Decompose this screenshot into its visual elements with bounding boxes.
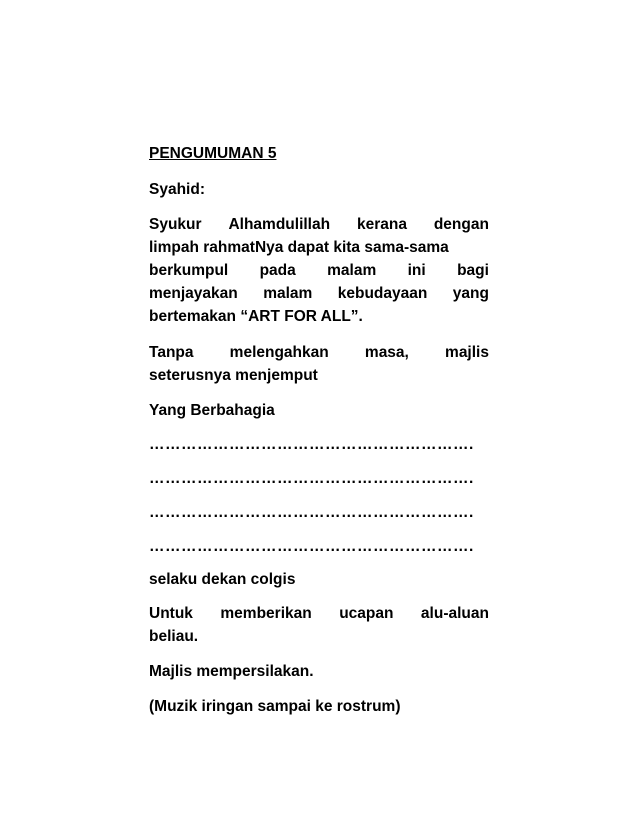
invitation-line: Majlis mempersilakan.: [149, 663, 314, 680]
dotted-blank: …………………………………………………….: [149, 504, 474, 521]
dotted-blank: …………………………………………………….: [149, 436, 474, 453]
word: dengan: [433, 216, 489, 233]
paragraph-1-line-1: [149, 215, 489, 235]
word: Alhamdulillah: [228, 216, 331, 233]
paragraph-1-line-5: bertemakan “ART FOR ALL”.: [149, 308, 363, 325]
paragraph-1-line-3: [149, 261, 489, 281]
word: masa,: [364, 344, 409, 361]
word: Untuk: [149, 605, 193, 622]
word: majlis: [445, 344, 489, 361]
blank-fill-line: [149, 537, 489, 557]
word: kebudayaan: [337, 285, 428, 302]
paragraph-2-line-2: seterusnya menjemput: [149, 367, 318, 384]
word: melengahkan: [229, 344, 329, 361]
word: berkumpul: [149, 262, 229, 279]
blank-fill-line: [149, 503, 489, 523]
word: yang: [452, 285, 489, 302]
stage-direction: (Muzik iringan sampai ke rostrum): [149, 698, 401, 715]
dotted-blank: …………………………………………………….: [149, 470, 474, 487]
paragraph-3-line-1: [149, 604, 489, 624]
word: malam: [263, 285, 313, 302]
paragraph-1-line-4: [149, 284, 489, 304]
paragraph-3-line-2: beliau.: [149, 628, 199, 645]
blank-fill-line: [149, 435, 489, 455]
word: ucapan: [339, 605, 394, 622]
document-heading: PENGUMUMAN 5: [149, 145, 277, 162]
word: kerana: [356, 216, 407, 233]
word: menjayakan: [149, 285, 238, 302]
word: memberikan: [220, 605, 312, 622]
speaker-label: Syahid:: [149, 181, 205, 198]
word: malam: [327, 262, 377, 279]
word: Syukur: [149, 216, 202, 233]
word: ini: [407, 262, 426, 279]
word: alu-aluan: [420, 605, 489, 622]
word: bagi: [457, 262, 489, 279]
blank-fill-line: [149, 469, 489, 489]
paragraph-1-line-2: limpah rahmatNya dapat kita sama-sama: [149, 239, 449, 256]
word: Tanpa: [149, 344, 194, 361]
dotted-blank: …………………………………………………….: [149, 538, 474, 555]
paragraph-2-line-1: [149, 343, 489, 363]
word: pada: [259, 262, 296, 279]
honorific-line: Yang Berbahagia: [149, 402, 275, 419]
role-line: selaku dekan colgis: [149, 571, 296, 588]
